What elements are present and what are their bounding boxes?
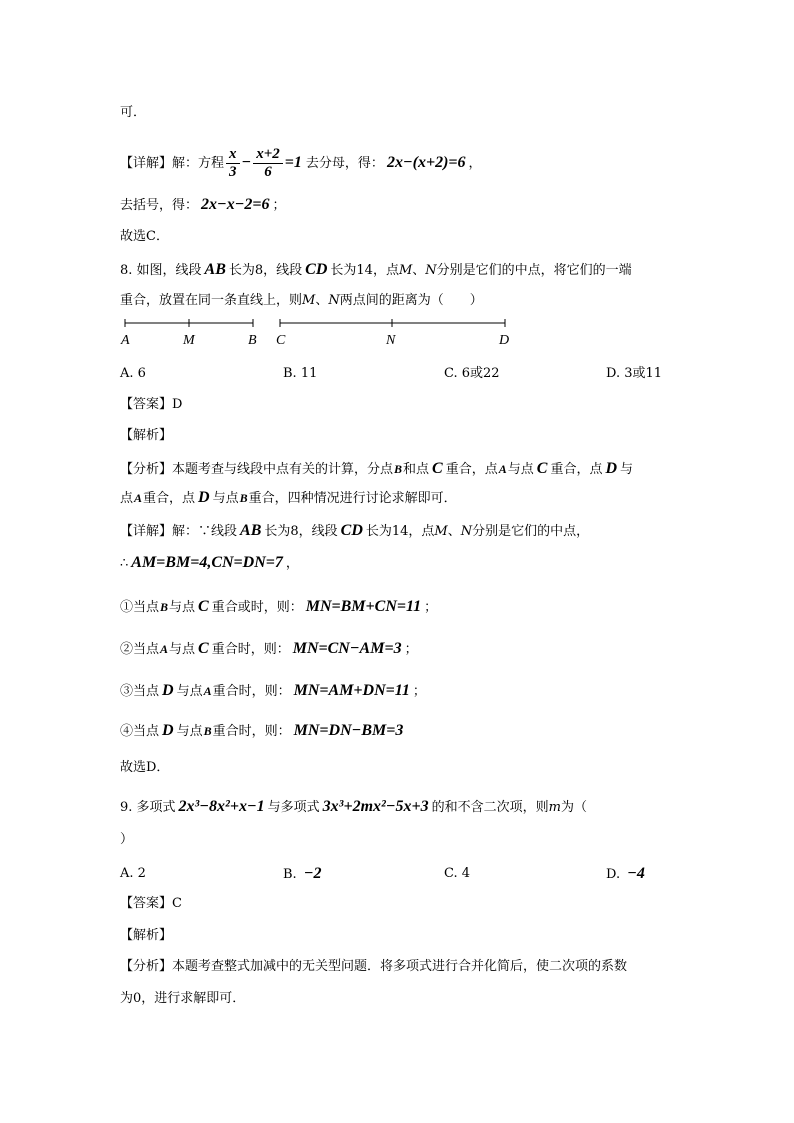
question-8-line-2 (120, 291, 483, 311)
question-text: 的和不含二次项，则 (431, 800, 549, 815)
case-text: 与点 (176, 724, 203, 739)
math-expression: 2x−(x+2)=6 (386, 154, 466, 171)
detail-tag: 【详解】 (120, 156, 173, 171)
equals-one: =1 (284, 154, 302, 171)
math-expression: MN=AM+DN=11 (293, 682, 410, 699)
conclusion-text: 故选D． (120, 760, 170, 775)
detail-text: 分别是它们的中点， (472, 524, 590, 539)
question-text: 与多项式 (267, 800, 320, 815)
point-m: M (302, 293, 316, 308)
case-text: 重合时，则： (211, 642, 290, 657)
variable-m: m (548, 800, 561, 815)
case-text: 重合时，则： (212, 724, 291, 739)
option-d: D. 3或11 (606, 366, 663, 381)
label-m: M (183, 333, 195, 348)
label-b: B (248, 333, 257, 348)
point-n: N (425, 263, 437, 278)
detail-text: 去括号，得： (120, 198, 199, 213)
detail-text: 解：方程 (172, 156, 225, 171)
case-text: 重合时，则： (212, 684, 291, 699)
math-cd: CD (305, 261, 328, 278)
case-2 (120, 639, 418, 660)
math-expression: MN=DN−BM=3 (293, 722, 404, 739)
point-n: N (328, 293, 340, 308)
punctuation: ， (468, 156, 482, 171)
label-a: A (121, 333, 130, 348)
fraction-denominator: 3 (229, 164, 237, 180)
case-text: ④当点 (120, 724, 160, 739)
minus-sign: − (241, 154, 252, 171)
point-label: D (162, 682, 174, 699)
question-text: 长为14，点 (330, 263, 399, 278)
question-text: 两点间的距离为（ ） (339, 293, 483, 308)
separator: 、 (447, 524, 461, 539)
point-label: D (162, 722, 174, 739)
analysis-8-line-1 (120, 459, 633, 480)
fraction-numerator: x+2 (253, 146, 283, 164)
detail-8-line-2 (120, 553, 299, 574)
analysis-text: 和点 (403, 462, 430, 477)
question-text: 9. 多项式 (120, 800, 176, 815)
analysis-text: 【分析】本题考查与线段中点有关的计算，分点 (120, 462, 394, 477)
math-ab: AB (240, 522, 262, 539)
case-text: 与点 (169, 600, 196, 615)
point-m: M (434, 524, 448, 539)
point-b: B (394, 462, 403, 476)
polynomial-1: 2x³−8x²+x−1 (178, 798, 265, 815)
analysis-text: 重合，点 (445, 462, 498, 477)
point-a: A (134, 491, 143, 505)
detail-text: 【详解】解：∵线段 (120, 524, 238, 539)
question-text: 为（ (560, 800, 587, 815)
label-n: N (386, 333, 396, 348)
question-9-line-2: ） (120, 832, 134, 847)
polynomial-2: 3x³+2mx²−5x+3 (322, 798, 429, 815)
analysis-9-line-2: 为0，进行求解即可． (120, 991, 246, 1006)
text-line (120, 103, 146, 123)
case-text: 与点 (169, 642, 196, 657)
text-line (120, 195, 286, 216)
option-a: A. 6 (120, 366, 146, 381)
option-value: −4 (627, 865, 645, 882)
point-label: C (198, 598, 209, 615)
separator: 、 (315, 293, 329, 308)
point-a: A (498, 462, 507, 476)
point-d: D (198, 489, 210, 506)
fraction-numerator: x (226, 146, 240, 164)
punctuation: ； (424, 600, 438, 615)
punctuation: ； (404, 642, 418, 657)
case-4 (120, 721, 406, 742)
answer-8: 【答案】D (120, 397, 183, 412)
detail-8-line-1 (120, 521, 589, 542)
label-c: C (276, 333, 286, 348)
detail-equation-line (120, 140, 482, 186)
detail-text: 去分母，得： (305, 156, 384, 171)
punctuation: ； (272, 198, 286, 213)
point-c: C (432, 460, 443, 477)
point-n: N (460, 524, 473, 539)
analysis-text: 重合，四种情况进行讨论求解即可． (248, 491, 457, 506)
option-a: A. 2 (120, 866, 146, 881)
label-d: D (499, 333, 510, 348)
punctuation: ， (285, 556, 299, 571)
fraction-x-plus-2-over-6 (253, 146, 283, 181)
question-9-line-1 (120, 797, 587, 818)
math-expression: MN=BM+CN=11 (305, 598, 422, 615)
continuation-text: 可． (120, 105, 147, 120)
analysis-8-heading: 【解析】 (120, 428, 173, 443)
case-1 (120, 597, 437, 618)
analysis-text: 与点 (507, 462, 534, 477)
separator: 、 (412, 263, 426, 278)
question-text: 8. 如图，线段 (120, 263, 202, 278)
question-text: 分别是它们的中点，将它们的一端 (436, 263, 632, 278)
question-text: 重合，放置在同一条直线上，则 (120, 293, 303, 308)
option-b (283, 864, 325, 885)
punctuation: ； (412, 684, 426, 699)
conclusion-text: 故选C． (120, 229, 169, 244)
point-c: C (536, 460, 548, 477)
point-label: A (203, 684, 212, 698)
analysis-9-heading: 【解析】 (120, 928, 173, 943)
analysis-text: 点 (120, 491, 134, 506)
point-label: C (198, 640, 209, 657)
question-8-line-1 (120, 260, 632, 281)
point-label: B (203, 724, 212, 738)
option-letter: B. (283, 867, 297, 882)
math-ab: AB (204, 261, 226, 278)
case-text: ③当点 (120, 684, 160, 699)
analysis-text: 重合，点 (550, 462, 603, 477)
fraction-x-over-3 (226, 146, 240, 181)
point-b: B (239, 491, 248, 505)
fraction-denominator: 6 (264, 164, 272, 180)
option-letter: D. (606, 867, 621, 882)
analysis-8-line-2 (120, 488, 457, 509)
point-m: M (398, 263, 413, 278)
option-b: B. 11 (283, 366, 318, 381)
case-text: ②当点 (120, 642, 160, 657)
math-expression: 2x−x−2=6 (201, 196, 270, 213)
detail-text: 长为8，线段 (264, 524, 338, 539)
answer-9: 【答案】C (120, 896, 182, 911)
detail-text: 长为14，点 (365, 524, 435, 539)
math-expression: MN=CN−AM=3 (292, 640, 402, 657)
math-expression: AM=BM=4,CN=DN=7 (131, 554, 283, 571)
analysis-9-line-1: 【分析】本题考查整式加减中的无关型问题．将多项式进行合并化简后，使二次项的系数 (120, 959, 628, 974)
option-c: C. 6或22 (444, 366, 500, 381)
math-cd: CD (340, 522, 363, 539)
point-label: B (160, 600, 169, 614)
therefore-symbol: ∴ (120, 556, 129, 571)
question-text: 长为8，线段 (228, 263, 303, 278)
analysis-text: 与 (620, 462, 634, 477)
case-text: ①当点 (120, 600, 160, 615)
segment-figure (115, 314, 525, 350)
point-d: D (605, 460, 618, 477)
point-label: A (160, 642, 169, 656)
analysis-text: 与点 (212, 491, 239, 506)
option-value: −2 (303, 865, 322, 882)
option-c: C. 4 (444, 866, 471, 881)
case-text: 与点 (176, 684, 203, 699)
case-text: 重合或时，则： (211, 600, 303, 615)
option-d (606, 864, 648, 885)
analysis-text: 重合，点 (143, 491, 196, 506)
case-3 (120, 681, 426, 702)
